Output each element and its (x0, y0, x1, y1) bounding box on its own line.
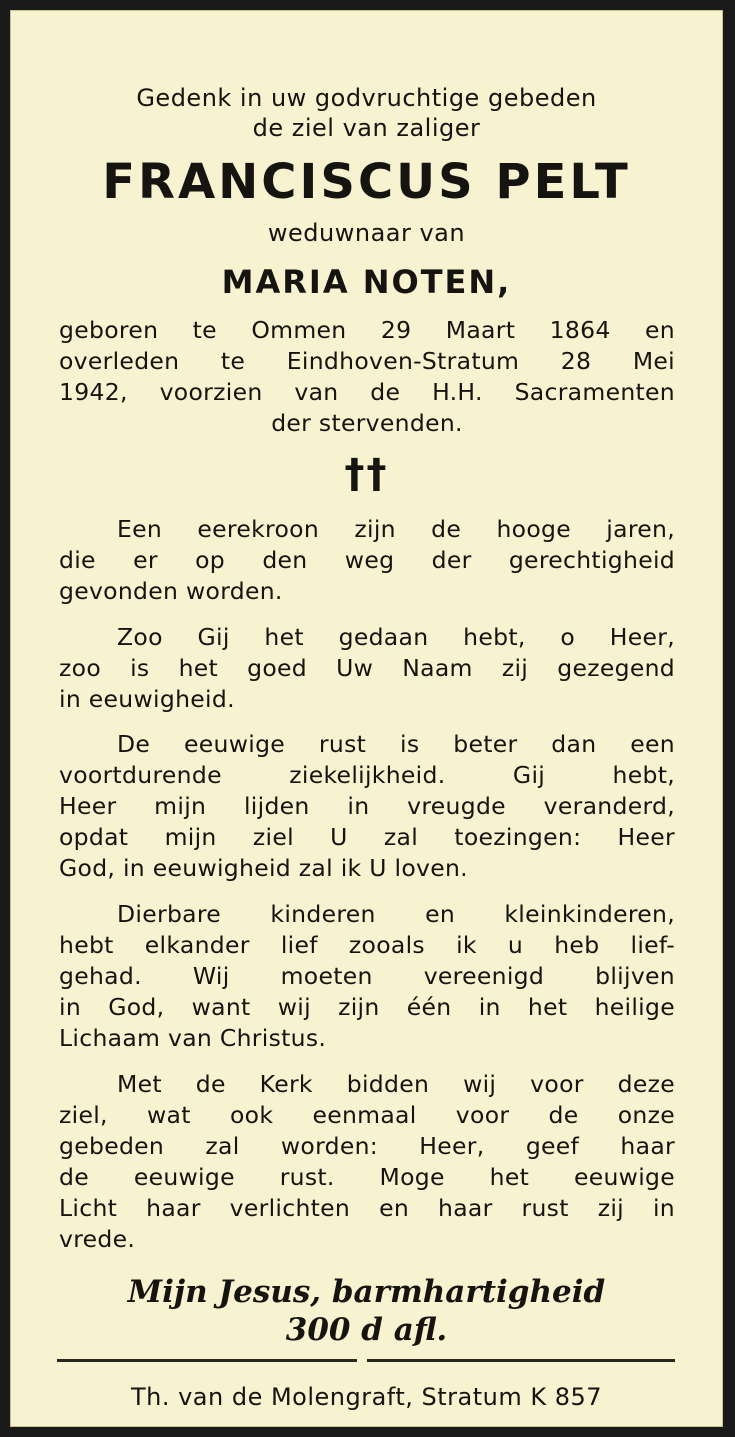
verse-line: De eeuwige rust is beter dan een (117, 730, 675, 758)
verse-line: gevonden worden. (59, 577, 283, 605)
biography (59, 315, 675, 439)
verse-line: God, in eeuwigheid zal ik U loven. (59, 854, 468, 882)
verse-paragraph (59, 899, 675, 1054)
memorial-card (10, 10, 723, 1427)
verse-line: Heer mijn lijden in vreugde veranderd, (59, 792, 675, 820)
divider-right (367, 1359, 675, 1362)
intro-text (11, 83, 722, 143)
verse-line: in God, want wij zijn één in het heilige (59, 993, 675, 1021)
verse-line: zoo is het goed Uw Naam zij gezegend (59, 654, 675, 682)
verse-line: de eeuwige rust. Moge het eeuwige (59, 1163, 675, 1191)
verse-line: Licht haar verlichten en haar rust zij in (59, 1194, 675, 1222)
verse-line: gehad. Wij moeten vereenigd blijven (59, 962, 675, 990)
verse-line: die er op den weg der gerechtigheid (59, 546, 675, 574)
spouse-name: MARIA NOTEN, (221, 263, 512, 301)
verse-line: voortdurende ziekelijkheid. Gij hebt, (59, 761, 675, 789)
verse-line: Met de Kerk bidden wij voor deze (117, 1070, 675, 1098)
intro-line: Gedenk in uw godvruchtige gebeden (136, 84, 597, 112)
verse-line: Zoo Gij het gedaan hebt, o Heer, (117, 623, 675, 651)
prayer-line: Mijn Jesus, barmhartigheid (127, 1274, 606, 1310)
indulgence-note: 300 d afl. (285, 1312, 448, 1348)
verse-paragraph (59, 622, 675, 715)
bio-line: der stervenden. (271, 409, 463, 437)
bio-line: 1942, voorzien van de H.H. Sacramenten (59, 378, 675, 406)
verse-line: Dierbare kinderen en kleinkinderen, (117, 900, 675, 928)
verse-line: hebt elkander lief zooals ik u heb lief- (59, 931, 675, 959)
verse-line: Een eerekroon zijn de hooge jaren, (117, 515, 675, 543)
bio-line: overleden te Eindhoven-Stratum 28 Mei (59, 347, 675, 375)
divider-left (57, 1359, 357, 1362)
printer-credit: Th. van de Molengraft, Stratum K 857 (130, 1383, 603, 1411)
verse-line: Lichaam van Christus. (59, 1024, 327, 1052)
verse-line: opdat mijn ziel U zal toezingen: Heer (59, 823, 675, 851)
verse-paragraph (59, 1069, 675, 1255)
verse-line: vrede. (59, 1225, 136, 1253)
verse-paragraph (59, 729, 675, 884)
widower-of-label: weduwnaar van (267, 219, 466, 247)
bio-line: geboren te Ommen 29 Maart 1864 en (59, 316, 675, 344)
verse-line: in eeuwigheid. (59, 685, 235, 713)
closing-prayer (11, 1273, 722, 1349)
deceased-name: FRANCISCUS PELT (102, 154, 631, 210)
verse-paragraph (59, 514, 675, 607)
verse-line: ziel, wat ook eenmaal voor de onze (59, 1101, 675, 1129)
cross-symbols: †† (344, 451, 389, 497)
intro-line: de ziel van zaliger (252, 114, 481, 142)
verse-line: gebeden zal worden: Heer, geef haar (59, 1132, 675, 1160)
